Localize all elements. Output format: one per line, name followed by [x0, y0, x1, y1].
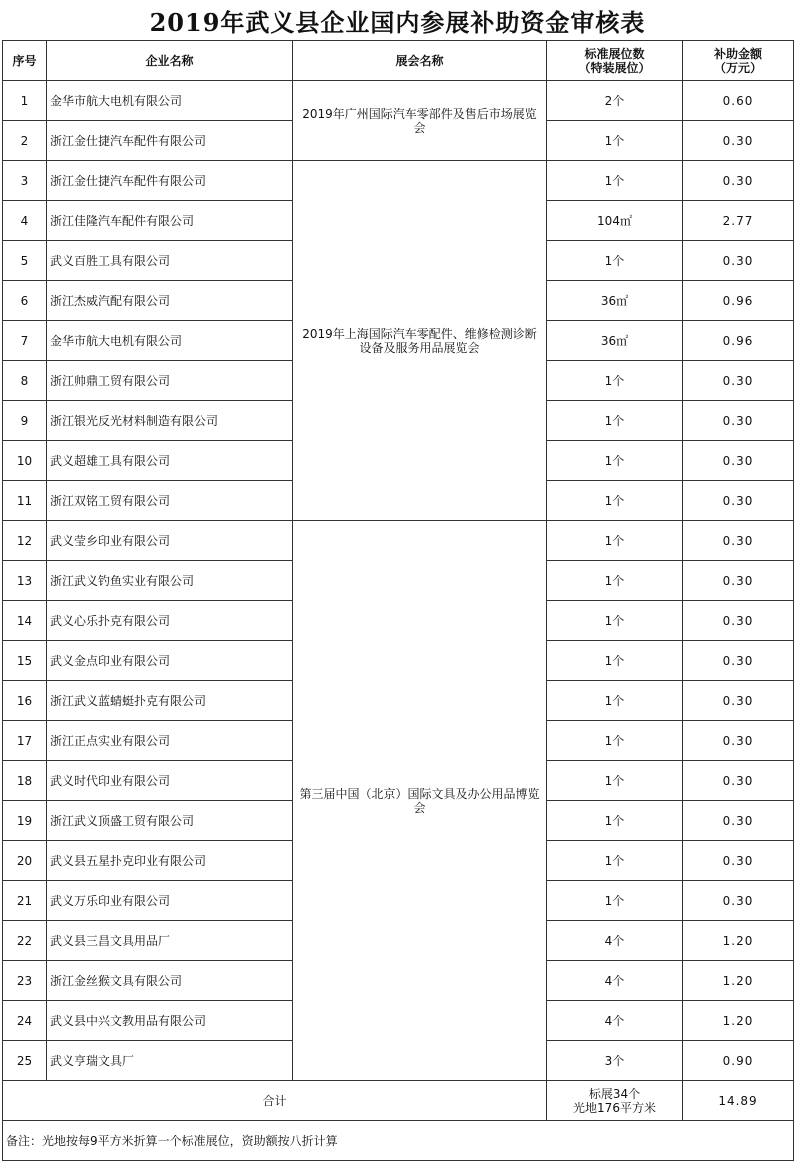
subsidy-cell: 0.30: [683, 361, 794, 401]
seq-cell: 4: [3, 201, 47, 241]
seq-cell: 13: [3, 561, 47, 601]
header-exhibition: 展会名称: [293, 41, 547, 81]
seq-cell: 7: [3, 321, 47, 361]
booths-cell: 1个: [547, 441, 683, 481]
booths-cell: 104㎡: [547, 201, 683, 241]
note-text: 备注：光地按每9平方米折算一个标准展位，资助额按八折计算: [3, 1121, 794, 1161]
company-cell: 金华市航大电机有限公司: [47, 81, 293, 121]
booths-cell: 1个: [547, 401, 683, 441]
subsidy-cell: 0.60: [683, 81, 794, 121]
total-row: [3, 1081, 794, 1121]
seq-cell: 23: [3, 961, 47, 1001]
company-cell: 武义超雄工具有限公司: [47, 441, 293, 481]
total-label: 合计: [3, 1081, 547, 1121]
booths-cell: 1个: [547, 481, 683, 521]
table-header-row: [3, 41, 794, 81]
subsidy-table: [2, 40, 794, 1161]
subsidy-cell: 0.30: [683, 161, 794, 201]
booths-cell: 1个: [547, 881, 683, 921]
seq-cell: 12: [3, 521, 47, 561]
subsidy-cell: 0.30: [683, 721, 794, 761]
table-row: [3, 161, 794, 201]
exhibition-cell: 2019年上海国际汽车零配件、维修检测诊断设备及服务用品展览会: [293, 161, 547, 521]
subsidy-cell: 0.30: [683, 761, 794, 801]
seq-cell: 24: [3, 1001, 47, 1041]
seq-cell: 16: [3, 681, 47, 721]
seq-cell: 19: [3, 801, 47, 841]
company-cell: 武义心乐扑克有限公司: [47, 601, 293, 641]
table-row: [3, 81, 794, 121]
seq-cell: 2: [3, 121, 47, 161]
booths-cell: 1个: [547, 561, 683, 601]
booths-cell: 1个: [547, 761, 683, 801]
company-cell: 武义莹乡印业有限公司: [47, 521, 293, 561]
company-cell: 浙江金仕捷汽车配件有限公司: [47, 121, 293, 161]
subsidy-cell: 0.96: [683, 321, 794, 361]
seq-cell: 8: [3, 361, 47, 401]
booths-cell: 4个: [547, 1001, 683, 1041]
seq-cell: 10: [3, 441, 47, 481]
total-subsidy: 14.89: [683, 1081, 794, 1121]
subsidy-cell: 0.30: [683, 681, 794, 721]
table-row: [3, 521, 794, 561]
seq-cell: 11: [3, 481, 47, 521]
page-title: 2019年武义县企业国内参展补助资金审核表: [149, 7, 646, 37]
company-cell: 浙江正点实业有限公司: [47, 721, 293, 761]
company-cell: 浙江武义钓鱼实业有限公司: [47, 561, 293, 601]
booths-cell: 1个: [547, 161, 683, 201]
company-cell: 武义时代印业有限公司: [47, 761, 293, 801]
booths-cell: 4个: [547, 961, 683, 1001]
header-booths-line2: （特装展位）: [578, 60, 651, 75]
subsidy-cell: 0.30: [683, 441, 794, 481]
company-cell: 浙江帅鼎工贸有限公司: [47, 361, 293, 401]
subsidy-cell: 0.30: [683, 121, 794, 161]
total-booths-line2: 光地176平方米: [573, 1100, 656, 1115]
booths-cell: 1个: [547, 681, 683, 721]
seq-cell: 21: [3, 881, 47, 921]
booths-cell: 1个: [547, 841, 683, 881]
header-booths: [547, 41, 683, 81]
subsidy-cell: 0.30: [683, 481, 794, 521]
subsidy-cell: 0.30: [683, 561, 794, 601]
exhibition-cell: 第三届中国（北京）国际文具及办公用品博览会: [293, 521, 547, 1081]
company-cell: 武义亨瑞文具厂: [47, 1041, 293, 1081]
subsidy-cell: 0.30: [683, 241, 794, 281]
company-cell: 武义县中兴文教用品有限公司: [47, 1001, 293, 1041]
seq-cell: 15: [3, 641, 47, 681]
company-cell: 武义万乐印业有限公司: [47, 881, 293, 921]
subsidy-cell: 0.30: [683, 881, 794, 921]
subsidy-cell: 0.30: [683, 841, 794, 881]
seq-cell: 9: [3, 401, 47, 441]
subsidy-cell: 1.20: [683, 921, 794, 961]
company-cell: 武义县三昌文具用品厂: [47, 921, 293, 961]
booths-cell: 2个: [547, 81, 683, 121]
booths-cell: 1个: [547, 121, 683, 161]
header-booths-line1: 标准展位数: [584, 46, 645, 61]
subsidy-cell: 0.30: [683, 801, 794, 841]
subsidy-cell: 2.77: [683, 201, 794, 241]
booths-cell: 1个: [547, 361, 683, 401]
seq-cell: 17: [3, 721, 47, 761]
company-cell: 浙江银光反光材料制造有限公司: [47, 401, 293, 441]
header-company: 企业名称: [47, 41, 293, 81]
total-booths: [547, 1081, 683, 1121]
seq-cell: 3: [3, 161, 47, 201]
company-cell: 浙江金丝猴文具有限公司: [47, 961, 293, 1001]
booths-cell: 1个: [547, 641, 683, 681]
company-cell: 浙江杰威汽配有限公司: [47, 281, 293, 321]
seq-cell: 18: [3, 761, 47, 801]
subsidy-cell: 0.90: [683, 1041, 794, 1081]
header-seq: 序号: [3, 41, 47, 81]
header-subsidy-line1: 补助金额: [713, 46, 762, 61]
company-cell: 浙江佳隆汽车配件有限公司: [47, 201, 293, 241]
subsidy-cell: 0.30: [683, 521, 794, 561]
company-cell: 浙江金仕捷汽车配件有限公司: [47, 161, 293, 201]
note-row: [3, 1121, 794, 1161]
subsidy-cell: 0.96: [683, 281, 794, 321]
company-cell: 武义金点印业有限公司: [47, 641, 293, 681]
booths-cell: 1个: [547, 801, 683, 841]
seq-cell: 20: [3, 841, 47, 881]
company-cell: 浙江武义蓝蜻蜓扑克有限公司: [47, 681, 293, 721]
booths-cell: 1个: [547, 721, 683, 761]
booths-cell: 1个: [547, 521, 683, 561]
booths-cell: 36㎡: [547, 321, 683, 361]
booths-cell: 4个: [547, 921, 683, 961]
seq-cell: 25: [3, 1041, 47, 1081]
seq-cell: 1: [3, 81, 47, 121]
booths-cell: 1个: [547, 241, 683, 281]
booths-cell: 36㎡: [547, 281, 683, 321]
booths-cell: 1个: [547, 601, 683, 641]
seq-cell: 5: [3, 241, 47, 281]
subsidy-cell: 1.20: [683, 961, 794, 1001]
seq-cell: 6: [3, 281, 47, 321]
company-cell: 武义百胜工具有限公司: [47, 241, 293, 281]
total-booths-line1: 标展34个: [588, 1086, 641, 1101]
header-subsidy-line2: （万元）: [713, 60, 762, 75]
company-cell: 浙江武义顶盛工贸有限公司: [47, 801, 293, 841]
booths-cell: 3个: [547, 1041, 683, 1081]
company-cell: 金华市航大电机有限公司: [47, 321, 293, 361]
subsidy-cell: 1.20: [683, 1001, 794, 1041]
header-subsidy: [683, 41, 794, 81]
company-cell: 浙江双铭工贸有限公司: [47, 481, 293, 521]
subsidy-cell: 0.30: [683, 401, 794, 441]
seq-cell: 14: [3, 601, 47, 641]
exhibition-cell: 2019年广州国际汽车零部件及售后市场展览会: [293, 81, 547, 161]
company-cell: 武义县五星扑克印业有限公司: [47, 841, 293, 881]
subsidy-cell: 0.30: [683, 641, 794, 681]
seq-cell: 22: [3, 921, 47, 961]
subsidy-cell: 0.30: [683, 601, 794, 641]
